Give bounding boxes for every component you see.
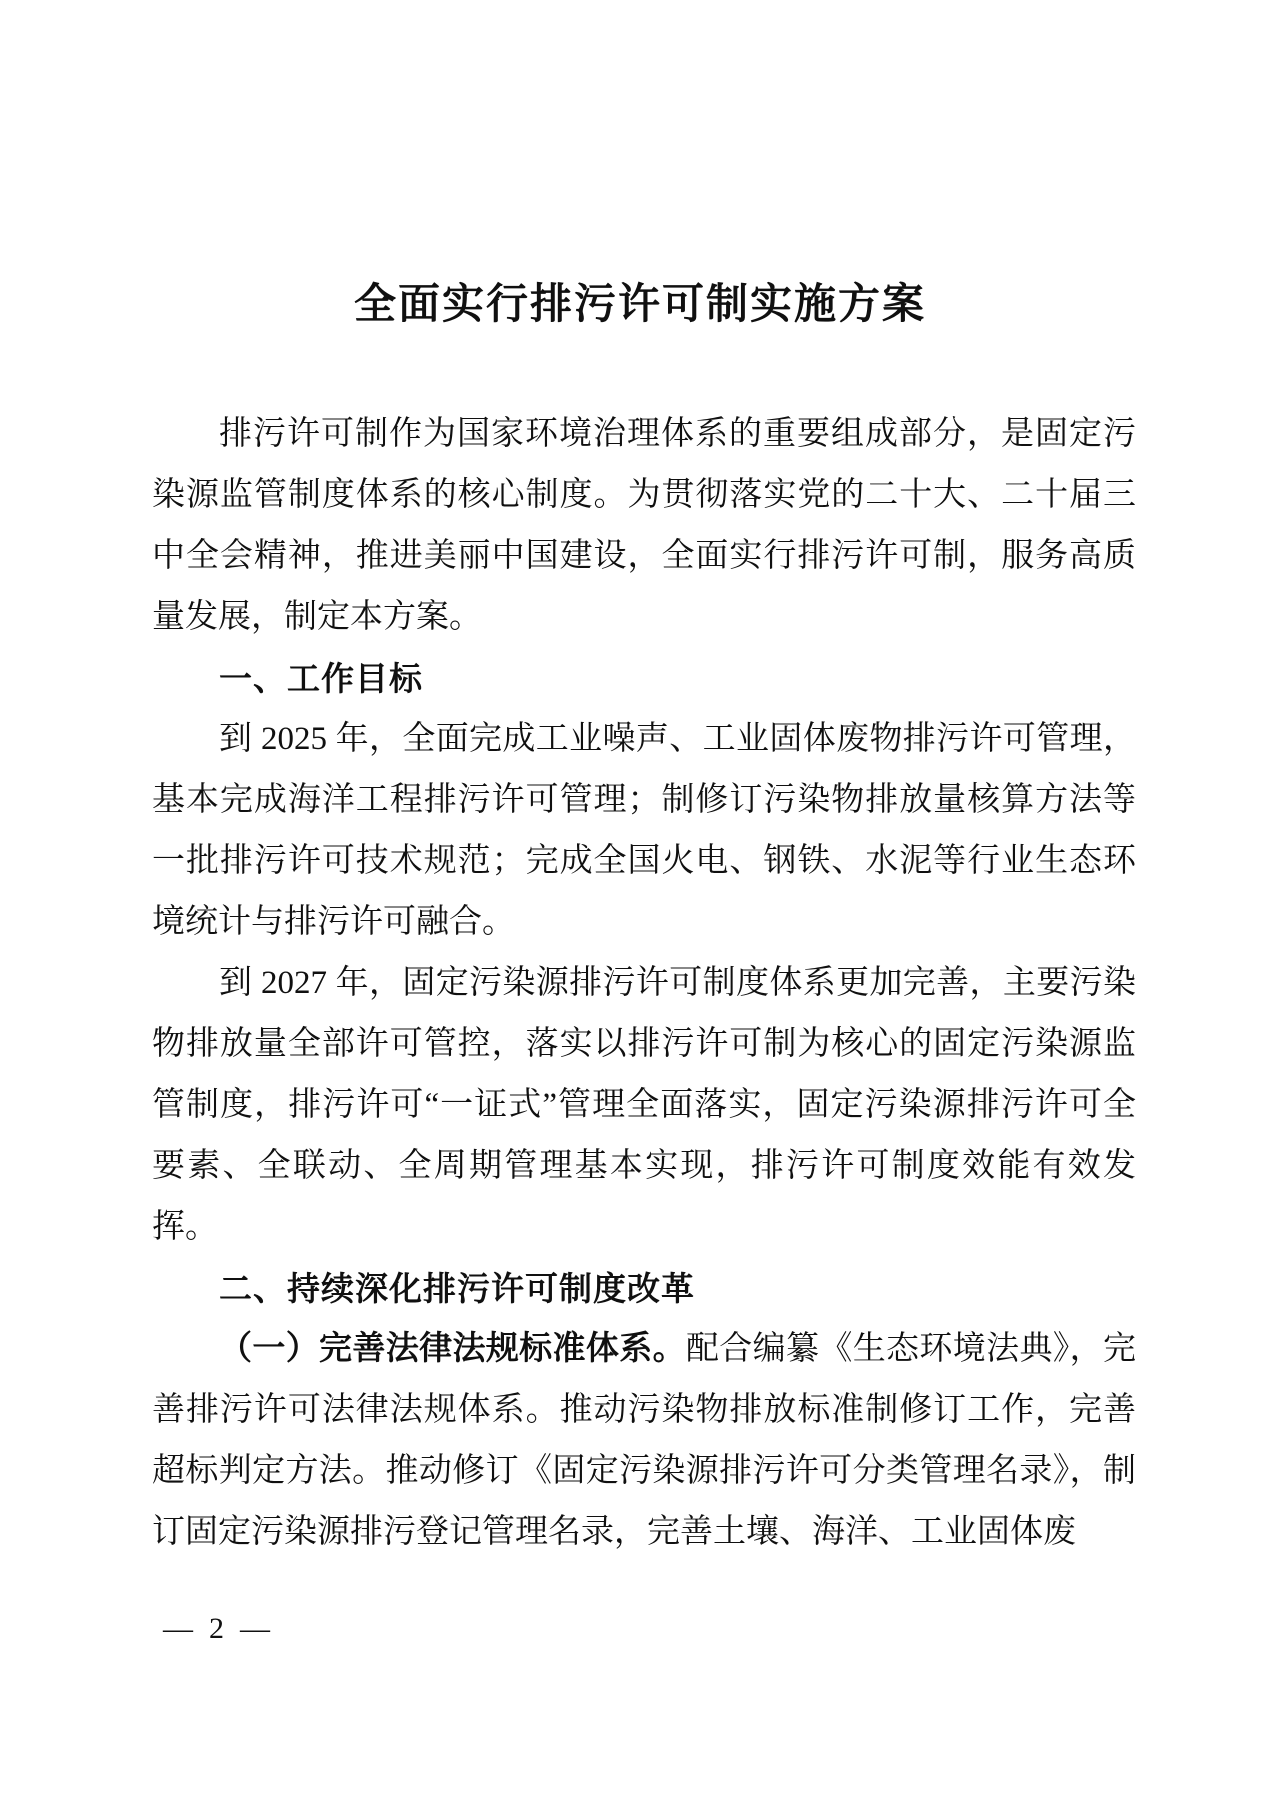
document-title: 全面实行排污许可制实施方案 <box>353 282 926 328</box>
subsection-text-legal-framework: 配合编纂《生态环境法典》，完善排污许可法律法规体系。推动污染物排放标准制修订工作，完善超标判定方法。推动修订《固定污染源排污许可分类管理名录》，制订固定污染源排污登记管理名录，完善土壤、海洋、工业固体废 <box>152 1331 1137 1550</box>
page-number-value: 2 <box>209 1612 224 1645</box>
paragraph-legal-framework <box>152 1319 1136 1563</box>
page-number-dash-left: — <box>163 1612 193 1645</box>
paragraph-goal-2025: 到 2025 年，全面完成工业噪声、工业固体废物排污许可管理，基本完成海洋工程排污许可管理；制修订污染物排放量核算方法等一批排污许可技术规范；完成全国火电、钢铁、水泥等行业生态环境统计与排污许可融合。 <box>152 721 1136 940</box>
paragraph-goal-2027: 到 2027 年，固定污染源排污许可制度体系更加完善，主要污染物排放量全部许可管控，落实以排污许可制为核心的固定污染源监管制度，排污许可“一证式”管理全面落实，固定污染源排污许可全要素、全联动、全周期管理基本实现，排污许可制度效能有效发挥。 <box>152 965 1136 1245</box>
section-heading-work-goals: 一、工作目标 <box>219 660 423 697</box>
paragraph-intro: 排污许可制作为国家环境治理体系的重要组成部分，是固定污染源监管制度体系的核心制度。为贯彻落实党的二十大、二十届三中全会精神，推进美丽中国建设，全面实行排污许可制，服务高质量发展，制定本方案。 <box>152 416 1136 635</box>
page-footer <box>163 1605 270 1653</box>
subsection-lead-legal-framework: （一）完善法律法规标准体系。 <box>219 1331 686 1367</box>
document-body <box>152 404 1136 1563</box>
page-number-dash-right: — <box>240 1612 270 1645</box>
section-heading-deepen-reform: 二、持续深化排污许可制度改革 <box>219 1270 695 1307</box>
